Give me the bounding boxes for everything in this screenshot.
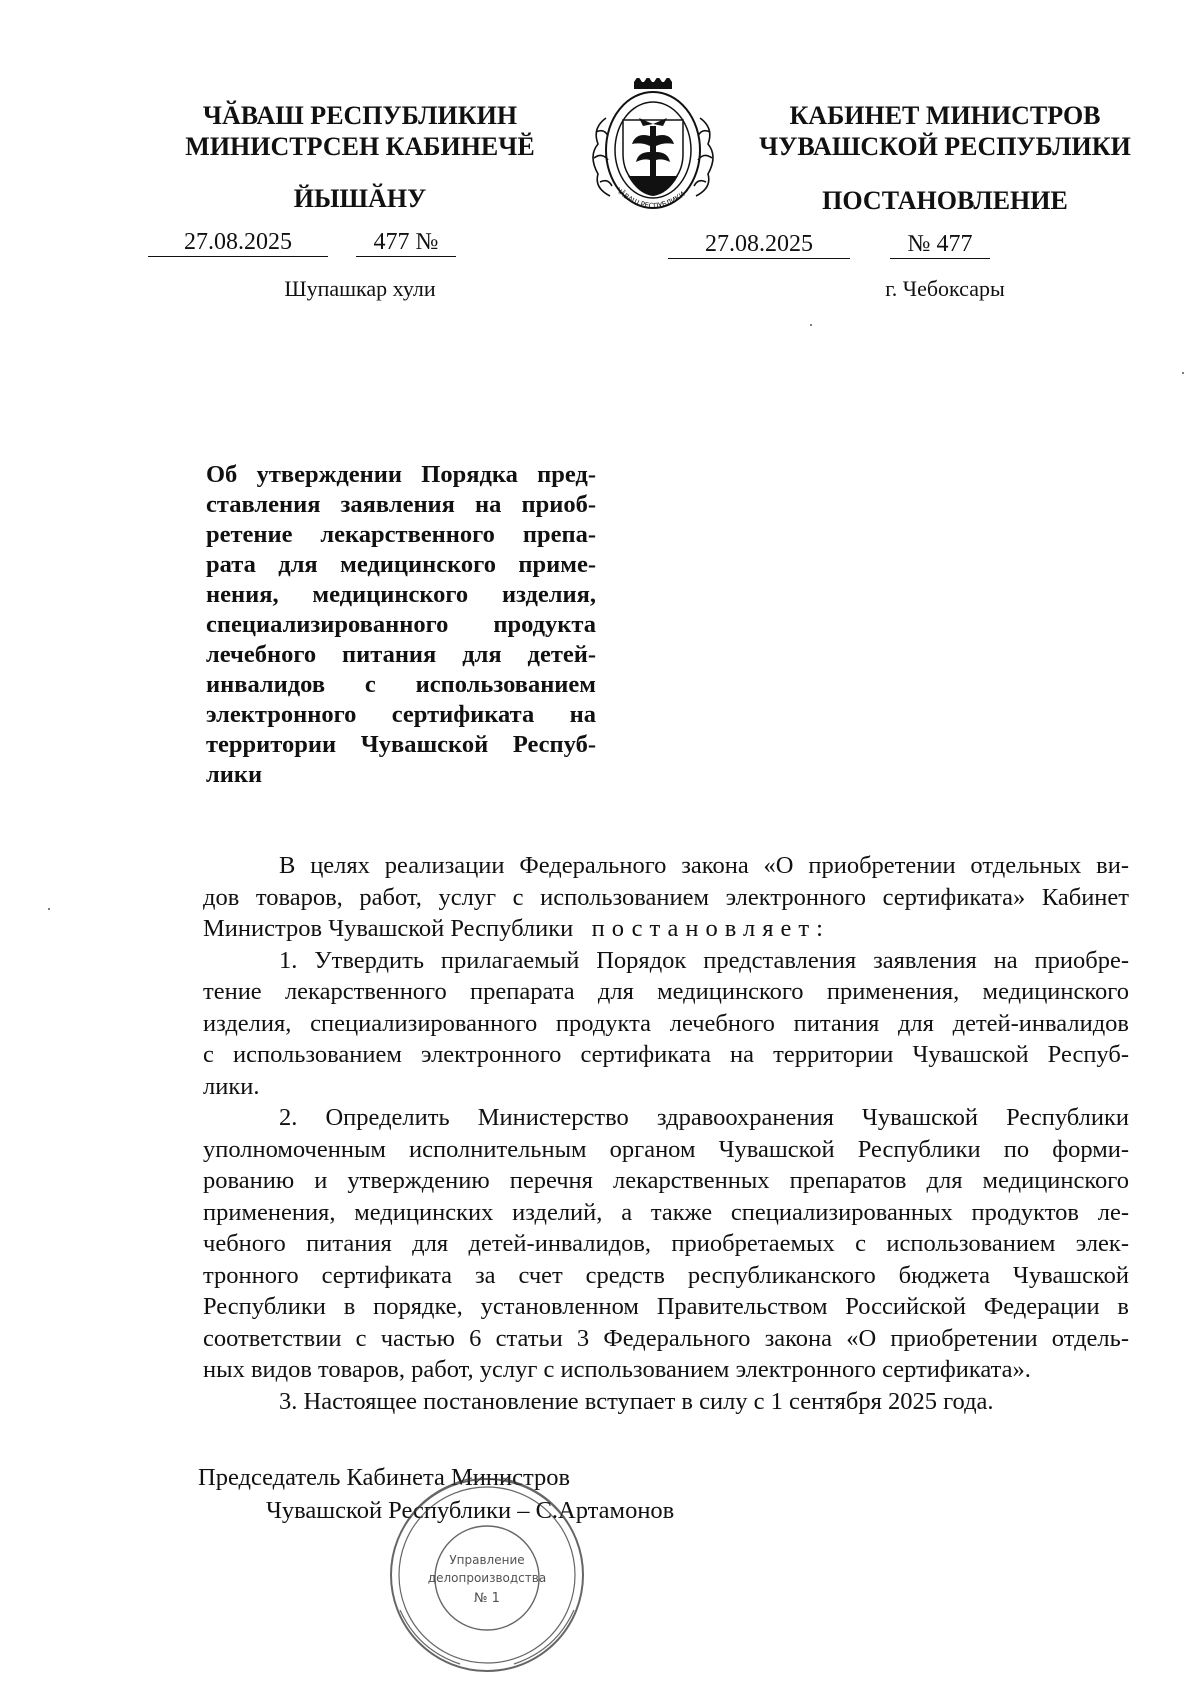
body-line: изделия, специализированного продукта лечебного питания для детей-инвалидов (203, 1009, 1129, 1037)
round-stamp-icon (372, 1460, 602, 1690)
paragraph-item-2 (203, 1102, 1129, 1386)
subject-line: нения, медицинского изделия, (206, 581, 596, 608)
place-left: Шупашкар хули (284, 276, 436, 301)
document-body (203, 850, 1129, 1417)
place-right: г. Чебоксары (885, 276, 1005, 301)
body-line: с использованием электронного сертификата на территории Чувашской Респуб- (203, 1041, 1129, 1068)
chuvash-coat-of-arms-icon (578, 78, 728, 218)
body-line: дов товаров, работ, услуг с использованием электронного сертификата» Кабинет (203, 883, 1129, 911)
number-left: 477 № (356, 228, 456, 257)
signatory-name: С.Артамонов (535, 1497, 675, 1524)
header-left-line2: МИНИСТРСЕН КАБИНЕЧӖ (185, 132, 535, 161)
body-line: тение лекарственного препарата для медицинского применения, медицинского (203, 978, 1129, 1005)
subject-line: Об утверждении Порядка пред- (206, 461, 596, 488)
subject-line: специализированного продукта (206, 611, 596, 638)
header-left-line1: ЧӐВАШ РЕСПУБЛИКИН (202, 101, 518, 130)
body-line: тронного сертификата за счет средств республиканского бюджета Чувашской (203, 1261, 1129, 1289)
signatory-title: Председатель Кабинета Министров (198, 1464, 571, 1491)
paragraph-item-3 (203, 1386, 1129, 1418)
body-line: 3. Настоящее постановление вступает в силу с 1 сентября 2025 года. (279, 1387, 994, 1415)
body-line: ных видов товаров, работ, услуг с использованием электронного сертификата». (203, 1356, 1031, 1383)
body-line: 1. Утвердить прилагаемый Порядок представления заявления на приобре- (279, 946, 1129, 974)
document-subject (206, 460, 596, 790)
body-line: Республики в порядке, установленном Правительством Российской Федерации в (203, 1293, 1129, 1320)
date-left: 27.08.2025 (148, 228, 328, 257)
stamp-line3: № 1 (474, 1591, 500, 1606)
paragraph-item-1 (203, 945, 1129, 1103)
emblem-ring-text: ЧĂВАШ РЕСПУБЛИКИ • (614, 186, 692, 211)
resolves-word: постановляет: (591, 915, 830, 942)
subject-line: инвалидов с использованием (206, 671, 596, 698)
stamp-line1: Управление (449, 1553, 525, 1567)
subject-line: ретение лекарственного препа- (206, 521, 596, 548)
body-line: В целях реализации Федерального закона «О приобретении отдельных ви- (279, 852, 1129, 879)
body-line (203, 913, 1129, 945)
body-line: лики. (203, 1072, 260, 1100)
stamp-line2: делопроизводства (427, 1571, 547, 1585)
subject-line: ставления заявления на приоб- (206, 491, 596, 518)
paragraph-preamble (203, 850, 1129, 945)
body-line: чебного питания для детей-инвалидов, приобретаемых с использованием элек- (203, 1230, 1129, 1257)
header-right-line2: ЧУВАШСКОЙ РЕСПУБЛИКИ (759, 132, 1131, 161)
body-line: 2. Определить Министерство здравоохранения Чувашской Республики (279, 1104, 1129, 1131)
subject-line: лечебного питания для детей- (206, 641, 596, 668)
scan-speck (1182, 372, 1184, 374)
subject-line: лики (206, 761, 263, 788)
header-right-title (720, 100, 1170, 162)
scan-speck (48, 908, 50, 910)
doc-type-right: ПОСТАНОВЛЕНИЕ (822, 186, 1068, 215)
body-line: соответствии с частью 6 статьи 3 Федерального закона «О приобретении отдель- (203, 1324, 1129, 1352)
body-line: рованию и утверждению перечня лекарственных препаратов для медицинского (203, 1167, 1129, 1194)
subject-line: электронного сертификата на (206, 701, 596, 728)
doc-type-left: ЙЫШӐНУ (293, 184, 427, 213)
number-right: № 477 (890, 230, 990, 259)
scan-speck (810, 324, 812, 326)
signatory-dash: – (517, 1497, 530, 1524)
subject-line: территории Чувашской Респуб- (206, 731, 596, 758)
subject-line: рата для медицинского приме- (206, 551, 596, 578)
body-line: уполномоченным исполнительным органом Чувашской Республики по форми- (203, 1135, 1129, 1163)
body-line: применения, медицинских изделий, а также специализированных продуктов ле- (203, 1198, 1129, 1226)
date-right: 27.08.2025 (668, 230, 850, 259)
header-left-title (150, 100, 570, 162)
body-line-start: Министров Чувашской Республики (203, 915, 574, 942)
signatory-republic: Чувашской Республики (266, 1497, 512, 1524)
header-right-line1: КАБИНЕТ МИНИСТРОВ (789, 101, 1101, 130)
